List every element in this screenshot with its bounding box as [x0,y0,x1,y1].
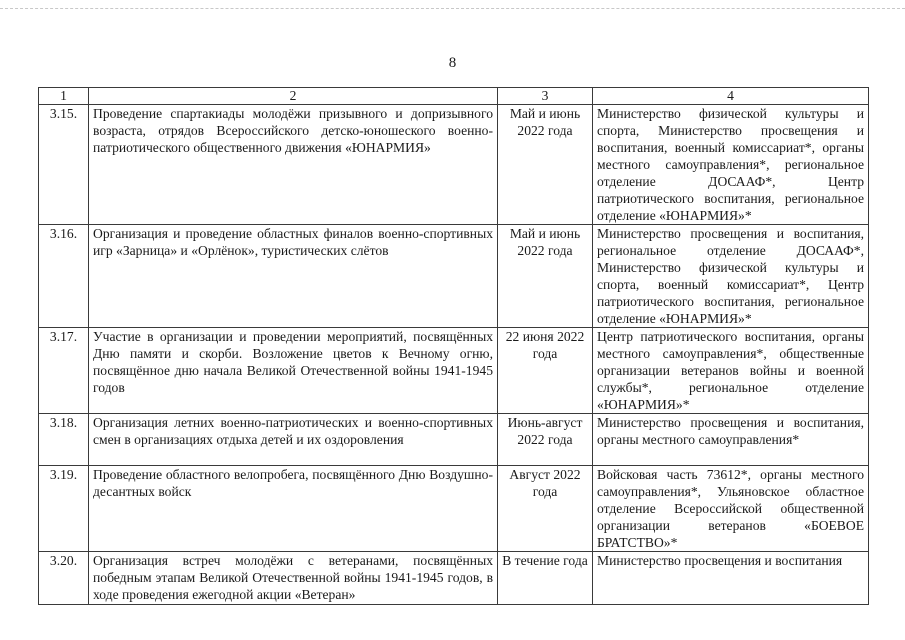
row-number: 3.17. [39,328,89,414]
event-executors: Центр патриотического воспитания, органы местного самоуправления*, общественные организации ветеранов войны и военной службы*, региональное отделение «ЮНАРМИЯ»* [593,328,869,414]
event-date: В течение года [498,552,593,605]
event-description: Проведение спартакиады молодёжи призывного и допризывного возраста, отрядов Всероссийского детско-юношеского военно-патриотического общественного движения «ЮНАРМИЯ» [89,105,498,225]
events-table [38,87,869,605]
table-row [39,552,869,605]
event-executors: Министерство просвещения и воспитания, региональное отделение ДОСААФ*, Министерство физической культуры и спорта, военный комиссариат*, Центр патриотического воспитания, региональное отделение «ЮНАРМИЯ»* [593,225,869,328]
event-description: Участие в организации и проведении мероприятий, посвящённых Дню памяти и скорби. Возложение цветов к Вечному огню, посвящённое дню начала Великой Отечественной войны 1941-1945 годов [89,328,498,414]
table-row [39,414,869,466]
table-row [39,328,869,414]
column-header-3: 3 [498,88,593,105]
event-date: Июнь-август 2022 года [498,414,593,466]
event-description: Организация и проведение областных финалов военно-спортивных игр «Зарница» и «Орлёнок», туристических слётов [89,225,498,328]
column-header-1: 1 [39,88,89,105]
row-number: 3.19. [39,466,89,552]
event-executors: Министерство физической культуры и спорта, Министерство просвещения и воспитания, военный комиссариат*, органы местного самоуправления*, региональное отделение ДОСААФ*, Центр патриотического воспитания, региональное отделение «ЮНАРМИЯ»* [593,105,869,225]
event-executors: Министерство просвещения и воспитания [593,552,869,605]
event-executors: Министерство просвещения и воспитания, органы местного самоуправления* [593,414,869,466]
event-description: Организация встреч молодёжи с ветеранами, посвящённых победным этапам Великой Отечественной войны 1941-1945 годов, в ходе проведения ежегодной акции «Ветеран» [89,552,498,605]
column-header-2: 2 [89,88,498,105]
event-date: Август 2022 года [498,466,593,552]
event-date: Май и июнь 2022 года [498,105,593,225]
column-header-4: 4 [593,88,869,105]
row-number: 3.20. [39,552,89,605]
header-row [39,88,869,105]
event-executors: Войсковая часть 73612*, органы местного самоуправления*, Ульяновское областное отделение Всероссийской общественной организации ветеранов «БОЕВОЕ БРАТСТВО»* [593,466,869,552]
page-number: 8 [448,55,457,71]
row-number: 3.18. [39,414,89,466]
event-description: Организация летних военно-патриотических и военно-спортивных смен в организациях отдыха детей и их оздоровления [89,414,498,466]
scan-edge-line [0,8,905,10]
table-row [39,466,869,552]
row-number: 3.15. [39,105,89,225]
event-date: 22 июня 2022 года [498,328,593,414]
event-date: Май и июнь 2022 года [498,225,593,328]
row-number: 3.16. [39,225,89,328]
table-row [39,105,869,225]
event-description: Проведение областного велопробега, посвящённого Дню Воздушно-десантных войск [89,466,498,552]
table-row [39,225,869,328]
